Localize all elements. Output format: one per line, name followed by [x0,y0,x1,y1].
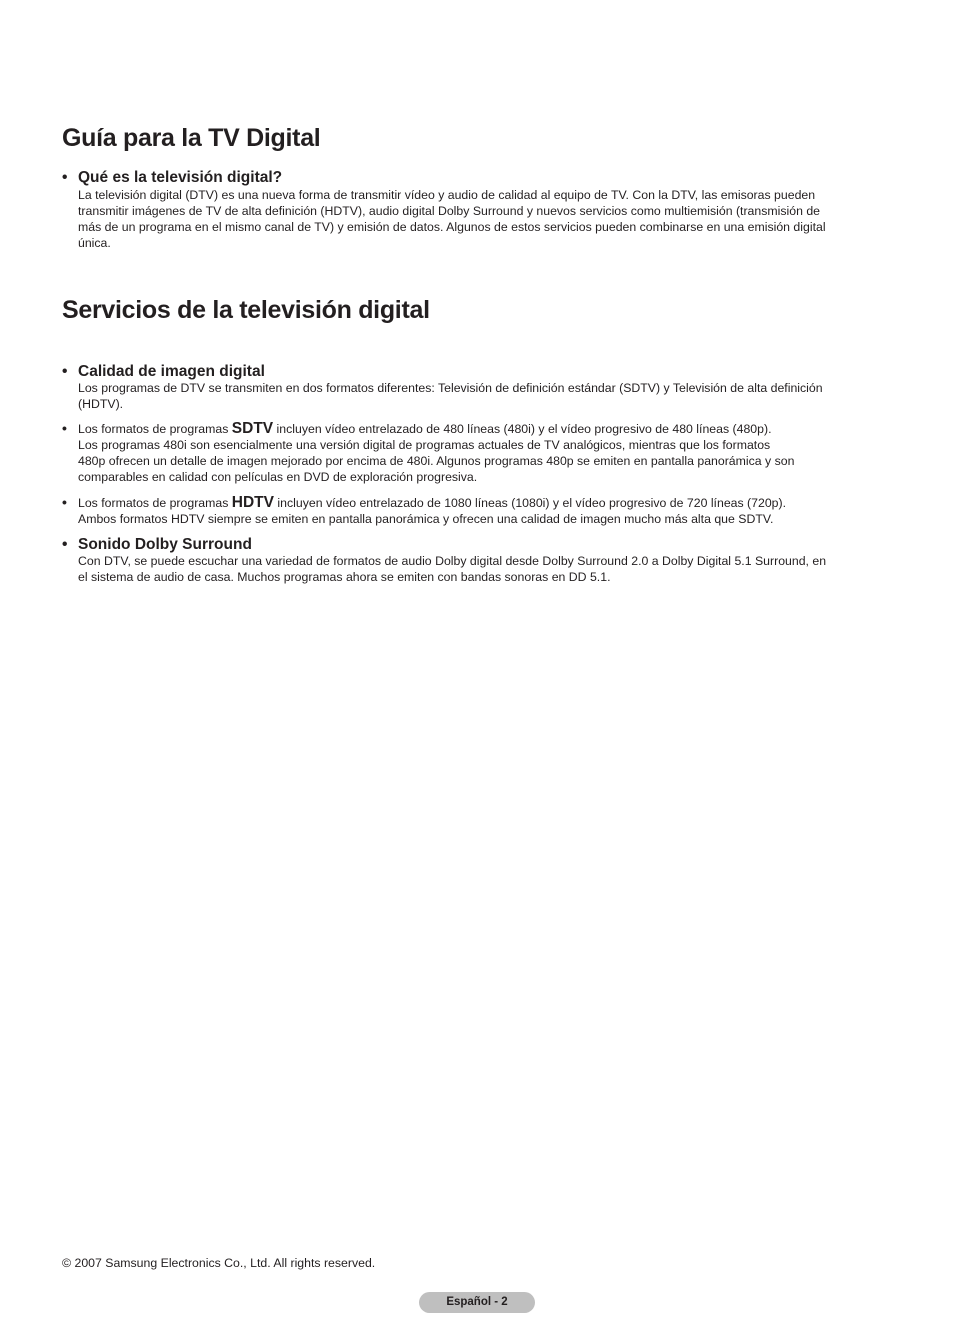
text-line: Ambos formatos HDTV siempre se emiten en pantalla panorámica y ofrecen una calidad de imagen mucho más alta que SDTV. [78,512,774,526]
sdtv-block [62,420,795,485]
text-line: (HDTV). [78,397,124,411]
heading-sonido-dolby [62,536,252,554]
heading-calidad-imagen [62,363,265,381]
text-line: transmitir imágenes de TV de alta definición (HDTV), audio digital Dolby Surround y nuevos servicios como multiemisión (transmisión de [78,204,821,218]
text-line: Con DTV, se puede escuchar una variedad de formatos de audio Dolby digital desde Dolby Surround 2.0 a Dolby Digital 5.1 Surround, en [78,554,827,568]
heading-text: Calidad de imagen digital [78,363,265,380]
bullet: • [62,363,68,380]
text-line: La televisión digital (DTV) es una nueva forma de transmitir vídeo y audio de calidad al equipo de TV. Con la DTV, las emisoras pueden [78,188,816,202]
paragraph-que-es-tv-digital [78,187,826,251]
bullet: • [62,169,68,186]
paragraph-calidad-imagen [78,380,823,412]
text-line: 480p ofrecen un detalle de imagen mejorado por encima de 480i. Algunos programas 480p se emiten en pantalla panorámica y son [78,454,795,468]
title-guia-tv-digital: Guía para la TV Digital [62,124,321,152]
hdtv-first-line [62,494,787,511]
bullet: • [62,420,67,436]
text-line: Los programas 480i son esencialmente una versión digital de programas actuales de TV analógicos, mientras que los formatos [78,438,771,452]
hdtv-block [62,494,787,527]
text-line: el sistema de audio de casa. Muchos programas ahora se emiten con bandas sonoras en DD 5.1. [78,570,611,584]
hdtv-keyword: HDTV [231,494,274,511]
sdtv-first-line [62,420,794,437]
heading-text: Sonido Dolby Surround [78,536,252,553]
text-line: única. [78,236,111,250]
hdtv-prefix: Los formatos de programas [78,496,232,510]
sdtv-suffix: incluyen vídeo entrelazado de 480 líneas (480i) y el vídeo progresivo de 480 líneas (480p). [273,422,772,436]
text-line: Los programas de DTV se transmiten en dos formatos diferentes: Televisión de definición estándar (SDTV) y Televisión de alta definición [78,381,823,395]
text-line: comparables en calidad con películas en DVD de exploración progresiva. [78,470,478,484]
paragraph-sonido-dolby [78,553,826,585]
title-servicios-tv-digital: Servicios de la televisión digital [62,296,430,324]
bullet: • [62,536,68,553]
heading-text: Qué es la televisión digital? [78,169,283,186]
hdtv-paragraph [78,511,786,527]
sdtv-keyword: SDTV [231,420,274,437]
bullet: • [62,494,67,510]
copyright-notice: © 2007 Samsung Electronics Co., Ltd. All rights reserved. [62,1256,376,1270]
text-line: más de un programa en el mismo canal de TV) y emisión de datos. Algunos de estos servicios pueden combinarse en una emisión digital [78,220,826,234]
heading-que-es-tv-digital [62,169,282,187]
sdtv-paragraph [78,437,794,485]
sdtv-prefix: Los formatos de programas [78,422,232,436]
hdtv-suffix: incluyen vídeo entrelazado de 1080 líneas (1080i) y el vídeo progresivo de 720 líneas (720p). [274,496,787,510]
page-number-badge: Español - 2 [419,1292,535,1313]
